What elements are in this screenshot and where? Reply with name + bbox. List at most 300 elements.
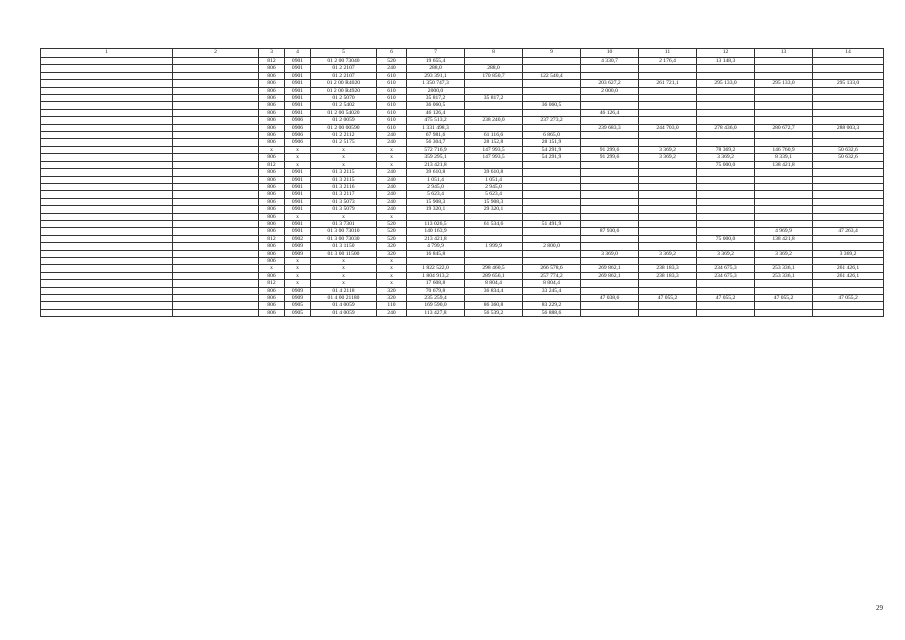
table-cell: 01 2 00 54020 [311, 109, 377, 116]
table-cell: 288,0 [407, 65, 465, 72]
table-cell: x [285, 161, 311, 168]
table-cell [173, 295, 259, 302]
table-row [41, 176, 884, 183]
table-cell: 28 152,8 [465, 139, 523, 146]
table-cell [813, 183, 884, 190]
table-cell: 0909 [285, 243, 311, 250]
table-cell [581, 183, 639, 190]
table-cell: 235 259,4 [407, 295, 465, 302]
table-cell: 138 421,8 [755, 161, 813, 168]
table-row [41, 146, 884, 153]
table-cell [813, 243, 884, 250]
table-cell: 01 2 00 73040 [311, 58, 377, 65]
table-cell [639, 161, 697, 168]
table-cell [813, 302, 884, 309]
table-cell: 812 [259, 161, 285, 168]
table-cell [523, 183, 581, 190]
table-cell: x [285, 280, 311, 287]
table-cell: 13 148,3 [697, 58, 755, 65]
table-cell [639, 176, 697, 183]
table-cell [173, 132, 259, 139]
table-cell [639, 287, 697, 294]
table-cell: 610 [377, 72, 407, 79]
table-cell [41, 198, 173, 205]
table-row [41, 302, 884, 309]
table-cell [581, 139, 639, 146]
table-row [41, 139, 884, 146]
table-cell: 806 [259, 309, 285, 316]
table-cell [581, 198, 639, 205]
table-cell [173, 87, 259, 94]
table-cell [755, 58, 813, 65]
table-cell: 320 [377, 243, 407, 250]
table-cell: 269 862,1 [581, 272, 639, 279]
table-cell: 47 263,4 [813, 228, 884, 235]
table-cell [41, 87, 173, 94]
table-cell: 320 [377, 287, 407, 294]
table-row [41, 235, 884, 242]
table-cell: 170 850,7 [465, 72, 523, 79]
table-cell [755, 95, 813, 102]
table-cell [581, 132, 639, 139]
table-cell [523, 198, 581, 205]
table-cell [697, 176, 755, 183]
table-cell: 39 610,8 [465, 169, 523, 176]
table-cell: 2000,0 [407, 87, 465, 94]
table-cell [41, 117, 173, 124]
table-cell: 01 3 1150 [311, 243, 377, 250]
table-cell [581, 72, 639, 79]
table-cell [639, 117, 697, 124]
table-cell: 806 [259, 139, 285, 146]
table-cell [41, 102, 173, 109]
table-cell [813, 109, 884, 116]
table-cell [173, 95, 259, 102]
table-cell [755, 132, 813, 139]
table-row [41, 80, 884, 87]
table-cell [41, 220, 173, 227]
table-cell [523, 65, 581, 72]
table-cell: 67 981,6 [407, 132, 465, 139]
table-cell [697, 109, 755, 116]
page-number: 29 [876, 604, 883, 612]
table-cell: 806 [259, 295, 285, 302]
column-header: 13 [755, 49, 813, 58]
table-cell [639, 309, 697, 316]
table-cell: 234 675,3 [697, 265, 755, 272]
table-cell: 240 [377, 169, 407, 176]
table-cell: 610 [377, 109, 407, 116]
table-cell [523, 87, 581, 94]
table-cell [173, 161, 259, 168]
table-cell: 4 799,9 [407, 243, 465, 250]
table-cell [173, 117, 259, 124]
table-cell: 0909 [285, 295, 311, 302]
table-cell [755, 302, 813, 309]
table-cell: 261 426,1 [813, 265, 884, 272]
table-cell: 806 [259, 191, 285, 198]
table-cell [639, 213, 697, 220]
table-cell [697, 309, 755, 316]
table-cell [41, 72, 173, 79]
table-cell: 244 703,0 [639, 124, 697, 131]
table-cell: 35 817,2 [407, 95, 465, 102]
table-row [41, 287, 884, 294]
table-cell: 19 655,4 [407, 58, 465, 65]
table-cell [639, 228, 697, 235]
table-cell [813, 58, 884, 65]
table-cell: 5 623,4 [465, 191, 523, 198]
table-cell [173, 65, 259, 72]
table-cell: 4 969,9 [755, 228, 813, 235]
table-cell [639, 87, 697, 94]
table-cell: 610 [377, 124, 407, 131]
column-header: 11 [639, 49, 697, 58]
table-cell [697, 213, 755, 220]
table-cell: 47 055,2 [813, 295, 884, 302]
table-cell: 0901 [285, 206, 311, 213]
table-cell [813, 65, 884, 72]
table-cell [41, 58, 173, 65]
table-cell: 520 [377, 58, 407, 65]
table-cell [41, 191, 173, 198]
table-cell: 0901 [285, 220, 311, 227]
table-cell: 806 [259, 250, 285, 257]
table-body [41, 58, 884, 317]
table-cell [523, 58, 581, 65]
table-row [41, 58, 884, 65]
table-cell: 83 229,2 [523, 302, 581, 309]
table-row [41, 183, 884, 190]
table-cell: 54 291,9 [523, 154, 581, 161]
table-cell: 56 539,2 [465, 309, 523, 316]
table-cell [523, 191, 581, 198]
table-cell [41, 265, 173, 272]
table-cell: 3 369,0 [581, 250, 639, 257]
table-cell: 240 [377, 191, 407, 198]
table-cell: 806 [259, 243, 285, 250]
table-cell: x [377, 154, 407, 161]
table-cell [697, 169, 755, 176]
table-cell [813, 102, 884, 109]
table-cell [173, 257, 259, 264]
table-cell [41, 243, 173, 250]
table-cell [523, 124, 581, 131]
table-cell: 15 908,3 [407, 198, 465, 205]
table-cell: 278 436,0 [697, 124, 755, 131]
table-cell [639, 139, 697, 146]
table-cell: 806 [259, 87, 285, 94]
table-cell [173, 272, 259, 279]
table-cell: 269 862,1 [581, 265, 639, 272]
table-cell [639, 109, 697, 116]
table-cell [465, 80, 523, 87]
table-cell: 261 721,1 [639, 80, 697, 87]
table-cell: 01 3 00 73010 [311, 228, 377, 235]
table-cell: 2 800,0 [523, 243, 581, 250]
table-cell: 29 320,1 [465, 206, 523, 213]
table-cell [41, 132, 173, 139]
table-cell: 01 4 0059 [311, 309, 377, 316]
column-header: 6 [377, 49, 407, 58]
table-cell: 239 683,3 [581, 124, 639, 131]
table-row [41, 265, 884, 272]
table-cell [173, 124, 259, 131]
table-cell: 8 804,4 [465, 280, 523, 287]
table-cell [639, 235, 697, 242]
table-cell: 806 [259, 109, 285, 116]
table-cell [465, 58, 523, 65]
column-header: 12 [697, 49, 755, 58]
table-cell [755, 191, 813, 198]
table-row [41, 220, 884, 227]
table-row [41, 87, 884, 94]
table-cell [173, 58, 259, 65]
table-cell: 806 [259, 132, 285, 139]
table-cell: 213 421,8 [407, 161, 465, 168]
table-cell [581, 213, 639, 220]
table-cell: 5 623,4 [407, 191, 465, 198]
table-cell: 520 [377, 228, 407, 235]
table-cell: 01 3 7301 [311, 220, 377, 227]
table-cell: 261 426,1 [813, 272, 884, 279]
table-cell [41, 235, 173, 242]
table-cell: 572 716,9 [407, 146, 465, 153]
table-cell [41, 295, 173, 302]
table-cell [41, 206, 173, 213]
table-cell: 293 391,1 [407, 72, 465, 79]
table-cell: 17 608,8 [407, 280, 465, 287]
table-cell: 2 176,4 [639, 58, 697, 65]
table-cell: 806 [259, 80, 285, 87]
table-cell [755, 213, 813, 220]
table-cell [465, 213, 523, 220]
table-cell: 01 2 0059 [311, 117, 377, 124]
table-cell [639, 302, 697, 309]
table-cell [41, 302, 173, 309]
table-cell: 806 [259, 176, 285, 183]
table-cell: 806 [259, 95, 285, 102]
table-row [41, 132, 884, 139]
table-cell [173, 154, 259, 161]
table-cell: 240 [377, 139, 407, 146]
table-cell: 289 656,1 [465, 272, 523, 279]
table-cell [697, 139, 755, 146]
column-header: 9 [523, 49, 581, 58]
column-header: 4 [285, 49, 311, 58]
table-cell [639, 132, 697, 139]
table-cell: 475 513,2 [407, 117, 465, 124]
table-cell [41, 213, 173, 220]
table-cell [523, 109, 581, 116]
table-cell: 47 055,2 [755, 295, 813, 302]
table-cell: 0905 [285, 309, 311, 316]
column-header: 5 [311, 49, 377, 58]
table-row [41, 295, 884, 302]
table-cell [523, 80, 581, 87]
table-cell: 33 245,4 [523, 287, 581, 294]
table-cell [173, 280, 259, 287]
table-cell: 0902 [285, 235, 311, 242]
table-cell [581, 220, 639, 227]
table-cell: 806 [259, 154, 285, 161]
table-cell: 298 460,5 [465, 265, 523, 272]
column-header: 7 [407, 49, 465, 58]
table-cell: 240 [377, 176, 407, 183]
table-cell: 610 [377, 80, 407, 87]
table-cell [639, 257, 697, 264]
table-cell: 806 [259, 117, 285, 124]
table-cell: 240 [377, 183, 407, 190]
table-cell [173, 309, 259, 316]
table-cell [465, 161, 523, 168]
table-cell: 1 051,4 [407, 176, 465, 183]
table-cell: x [311, 265, 377, 272]
table-cell: 0906 [285, 117, 311, 124]
table-cell [755, 243, 813, 250]
table-row [41, 72, 884, 79]
table-cell [173, 191, 259, 198]
table-cell [697, 302, 755, 309]
table-cell: 0901 [285, 228, 311, 235]
table-cell [173, 206, 259, 213]
table-cell [41, 250, 173, 257]
table-row [41, 65, 884, 72]
table-cell: 0906 [285, 139, 311, 146]
table-row [41, 95, 884, 102]
table-cell [465, 124, 523, 131]
table-cell [697, 206, 755, 213]
table-cell [41, 309, 173, 316]
table-cell: 3 369,2 [639, 154, 697, 161]
table-cell: 3 369,2 [639, 250, 697, 257]
table-cell [173, 146, 259, 153]
table-cell: x [259, 265, 285, 272]
table-cell [697, 72, 755, 79]
table-cell [813, 220, 884, 227]
table-cell [639, 198, 697, 205]
column-header: 1 [41, 49, 173, 58]
table-cell [581, 235, 639, 242]
table-cell [581, 102, 639, 109]
table-cell [813, 139, 884, 146]
table-cell [813, 235, 884, 242]
table-cell: 0906 [285, 124, 311, 131]
table-cell [41, 124, 173, 131]
table-cell [813, 213, 884, 220]
table-cell: x [377, 146, 407, 153]
table-cell: 203 627,2 [581, 80, 639, 87]
table-cell [41, 257, 173, 264]
table-cell [581, 95, 639, 102]
table-cell [697, 102, 755, 109]
table-cell [465, 228, 523, 235]
table-row [41, 257, 884, 264]
table-cell [639, 183, 697, 190]
table-cell [639, 243, 697, 250]
table-cell [523, 257, 581, 264]
table-cell [173, 109, 259, 116]
table-cell: 01 3 00 73030 [311, 235, 377, 242]
table-cell [41, 146, 173, 153]
table-cell: 01 4 2118 [311, 287, 377, 294]
table-cell [41, 65, 173, 72]
table-cell [523, 250, 581, 257]
table-cell [697, 243, 755, 250]
table-cell [173, 287, 259, 294]
table-cell [813, 161, 884, 168]
table-cell [639, 206, 697, 213]
table-cell [813, 176, 884, 183]
table-cell: 240 [377, 198, 407, 205]
table-cell: 3 369,2 [697, 154, 755, 161]
table-cell [639, 169, 697, 176]
table-cell [523, 169, 581, 176]
table-cell [813, 191, 884, 198]
table-cell [523, 235, 581, 242]
table-cell: 213 421,8 [407, 235, 465, 242]
table-cell: 0901 [285, 183, 311, 190]
table-row [41, 161, 884, 168]
table-cell: 19 320,1 [407, 206, 465, 213]
table-cell [41, 228, 173, 235]
table-cell [639, 102, 697, 109]
table-cell [755, 102, 813, 109]
table-cell: 806 [259, 287, 285, 294]
table-cell [581, 191, 639, 198]
table-cell: x [311, 257, 377, 264]
table-cell: 1 331 498,3 [407, 124, 465, 131]
table-cell [173, 102, 259, 109]
table-cell [173, 169, 259, 176]
table-row [41, 280, 884, 287]
table-cell: 110 [377, 302, 407, 309]
table-cell: x [311, 161, 377, 168]
table-cell [697, 95, 755, 102]
table-cell [581, 287, 639, 294]
table-cell: 295 133,0 [755, 80, 813, 87]
table-cell: 86 360,8 [465, 302, 523, 309]
table-cell: 01 2 00 R4020 [311, 80, 377, 87]
table-cell: 146 760,9 [755, 146, 813, 153]
table-cell [697, 117, 755, 124]
table-cell [755, 139, 813, 146]
table-cell: x [285, 272, 311, 279]
table-cell: x [311, 154, 377, 161]
table-cell [173, 183, 259, 190]
table-cell: x [377, 272, 407, 279]
table-cell: 35 817,2 [465, 95, 523, 102]
table-cell: 1 822 522,0 [407, 265, 465, 272]
table-cell: 610 [377, 87, 407, 94]
table-cell [465, 87, 523, 94]
table-cell [697, 228, 755, 235]
table-cell [41, 176, 173, 183]
table-cell: 47 055,2 [639, 295, 697, 302]
table-cell: 50 632,6 [813, 146, 884, 153]
table-cell [755, 169, 813, 176]
table-cell: 01 3 2116 [311, 183, 377, 190]
table-cell [465, 102, 523, 109]
table-cell [173, 198, 259, 205]
table-cell [639, 95, 697, 102]
table-cell: 0901 [285, 72, 311, 79]
column-header: 14 [813, 49, 884, 58]
table-cell: x [285, 257, 311, 264]
table-cell: 36 060,5 [523, 102, 581, 109]
table-cell: 0901 [285, 176, 311, 183]
table-cell: 0906 [285, 132, 311, 139]
